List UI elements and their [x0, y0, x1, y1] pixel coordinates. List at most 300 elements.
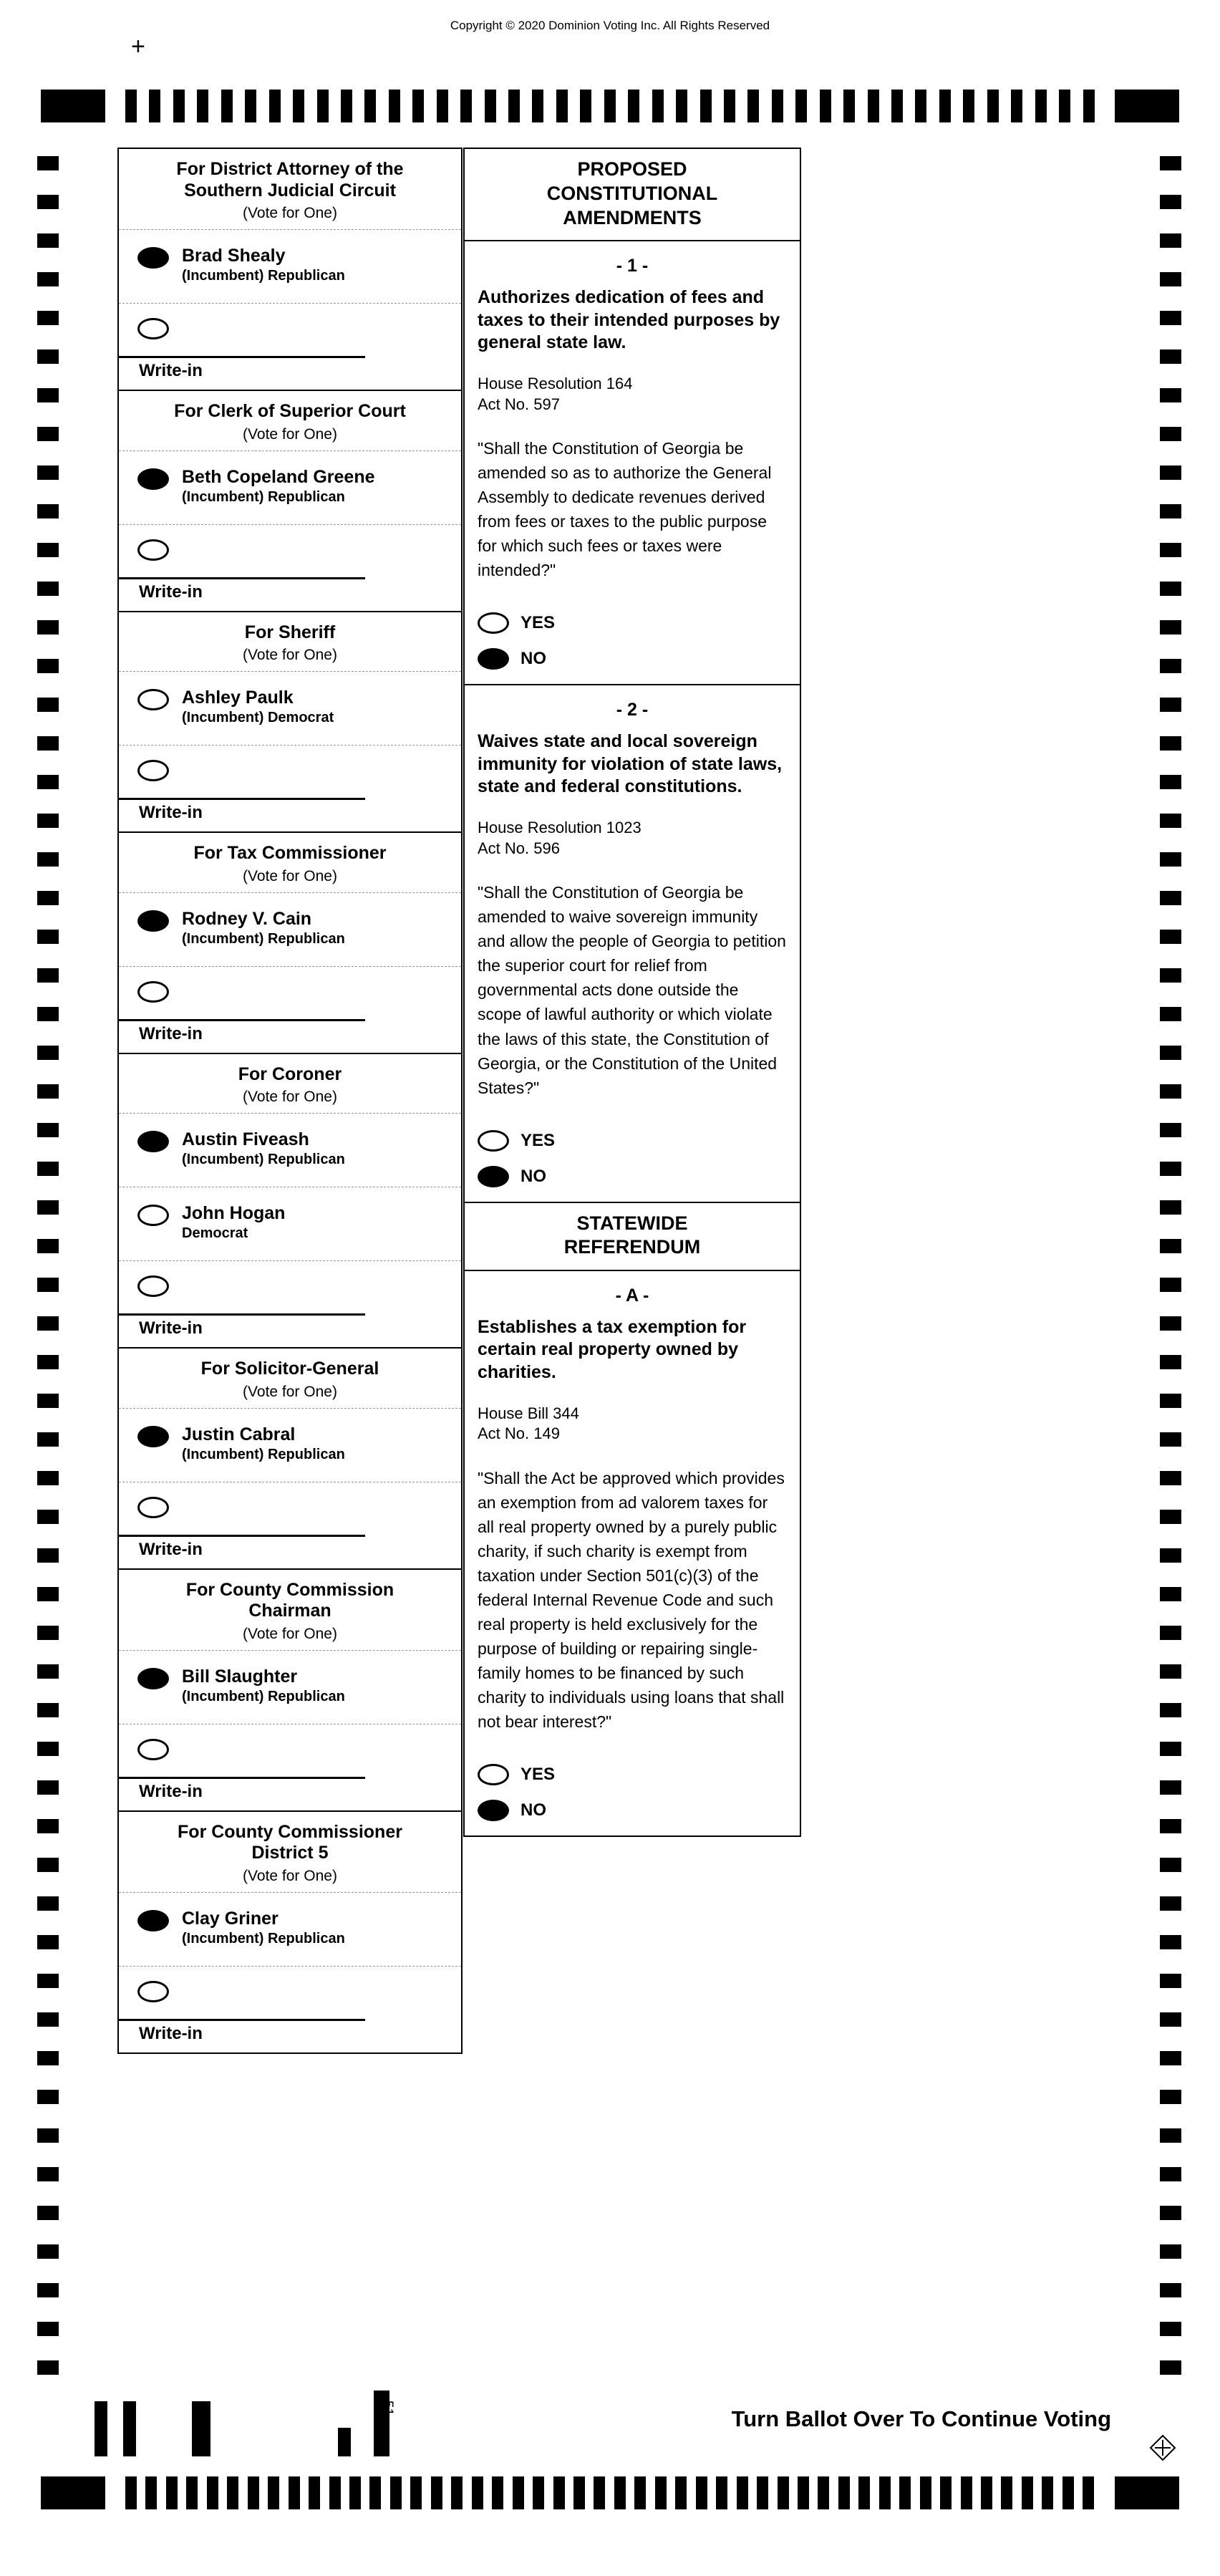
timing-block-top-left [41, 90, 105, 122]
write-in-oval[interactable] [137, 1739, 169, 1760]
timing-mark [37, 465, 59, 480]
timing-mark [37, 1046, 59, 1060]
timing-mark [37, 388, 59, 402]
timing-mark [675, 2476, 687, 2509]
timing-mark [1160, 1896, 1181, 1911]
write-in-oval-row [119, 303, 461, 356]
candidate-name: Clay Griner [182, 1908, 279, 1929]
timing-mark [37, 1239, 59, 1253]
contest-title: For Coroner [238, 1063, 342, 1084]
timing-mark [1160, 698, 1181, 712]
timing-mark [309, 2476, 320, 2509]
contest-title: For County Commission Chairman [185, 1579, 394, 1621]
timing-mark [245, 90, 256, 122]
timing-mark [1001, 2476, 1012, 2509]
candidate-row [119, 1408, 461, 1482]
timing-mark [1160, 1703, 1181, 1717]
contest-title: For County Commissioner District 5 [178, 1821, 402, 1863]
timing-mark [1160, 775, 1181, 789]
timing-mark [390, 2476, 402, 2509]
timing-mark [556, 90, 568, 122]
timing-mark [37, 156, 59, 170]
write-in-label: Write-in [139, 1318, 203, 1338]
write-in-area [119, 356, 461, 390]
measure-summary: Authorizes dedication of fees and taxes to their intended purposes by general state law. [478, 287, 780, 352]
timing-mark [1160, 349, 1181, 364]
timing-mark [289, 2476, 300, 2509]
write-in-oval-row [119, 1260, 461, 1313]
contest-header [119, 149, 461, 229]
stub-number: 51 [380, 2401, 395, 2416]
timing-mark [961, 2476, 972, 2509]
candidate-oval[interactable] [137, 1426, 169, 1447]
candidate-name: Austin Fiveash [182, 1129, 309, 1149]
timing-mark [1160, 582, 1181, 596]
timing-marks-right [1160, 156, 1181, 2375]
timing-mark [1160, 1394, 1181, 1408]
timing-mark [248, 2476, 259, 2509]
timing-mark [485, 90, 496, 122]
timing-mark [37, 814, 59, 828]
contest-header [119, 1812, 461, 1892]
timing-mark [37, 2128, 59, 2143]
timing-mark [329, 2476, 341, 2509]
timing-mark [1160, 1664, 1181, 1679]
timing-mark [724, 90, 735, 122]
timing-mark [37, 1394, 59, 1408]
candidate-text [182, 467, 375, 506]
timing-mark [410, 2476, 422, 2509]
candidate-name: Rodney V. Cain [182, 908, 312, 929]
measure-number: - A - [615, 1285, 649, 1306]
candidate-oval[interactable] [137, 689, 169, 710]
measure-question: "Shall the Constitution of Georgia be amended to waive sovereign immunity and allow the people of Georgia to petition the superior court for relief from governmental acts done outside the scope of lawful authority or which violate the laws of this state, the Constitution of Georgia, or the Constitution of the United States?" [478, 883, 786, 1097]
timing-mark [1160, 2283, 1181, 2297]
vote-for-instruction: (Vote for One) [243, 867, 337, 884]
timing-mark [37, 272, 59, 286]
timing-mark [899, 2476, 911, 2509]
write-in-oval[interactable] [137, 318, 169, 339]
timing-mark [317, 90, 329, 122]
contest-header [119, 1054, 461, 1114]
vote-for-instruction: (Vote for One) [243, 1383, 337, 1400]
timing-mark [1160, 1780, 1181, 1795]
write-in-label: Write-in [139, 1539, 203, 1559]
timing-mark [37, 1278, 59, 1292]
timing-mark [37, 930, 59, 944]
timing-mark [37, 1935, 59, 1949]
timing-mark [1160, 2012, 1181, 2027]
timing-mark [207, 2476, 218, 2509]
contest-title: For District Attorney of the Southern Judicial Circuit [176, 159, 404, 201]
candidate-oval[interactable] [137, 468, 169, 490]
timing-mark [1160, 272, 1181, 286]
timing-mark [37, 852, 59, 867]
write-in-oval-row [119, 1724, 461, 1777]
timing-mark [868, 90, 879, 122]
stub-mark [192, 2401, 210, 2456]
candidate-oval[interactable] [137, 1131, 169, 1152]
candidate-text [182, 688, 334, 726]
timing-mark [1160, 2128, 1181, 2143]
section-header: STATEWIDE REFERENDUM [465, 1203, 800, 1272]
candidate-party: (Incumbent) Republican [182, 1446, 345, 1462]
timing-mark [37, 1432, 59, 1447]
contest-header [119, 612, 461, 672]
timing-mark [166, 2476, 178, 2509]
timing-mark [513, 2476, 524, 2509]
timing-mark [1160, 814, 1181, 828]
timing-mark [37, 582, 59, 596]
timing-mark [1083, 2476, 1094, 2509]
candidate-party: (Incumbent) Democrat [182, 710, 334, 725]
timing-mark [389, 90, 400, 122]
timing-marks-bottom [41, 2476, 1179, 2509]
timing-mark [1022, 2476, 1033, 2509]
timing-mark [37, 698, 59, 712]
write-in-area [119, 1777, 461, 1810]
timing-mark [149, 90, 160, 122]
timing-mark [1160, 1819, 1181, 1833]
measure [465, 685, 800, 1202]
timing-mark [37, 2360, 59, 2375]
timing-mark [37, 1703, 59, 1717]
candidate-name: John Hogan [182, 1203, 286, 1223]
timing-mark [1059, 90, 1070, 122]
timing-mark [915, 90, 926, 122]
option-label: NO [521, 649, 546, 669]
timing-mark [1160, 1935, 1181, 1949]
vote-for-instruction: (Vote for One) [243, 647, 337, 663]
measure-reference: House Resolution 164 Act No. 597 [478, 375, 633, 413]
contest [119, 391, 461, 612]
candidate-oval[interactable] [137, 247, 169, 269]
timing-mark [634, 2476, 646, 2509]
timing-mark [1160, 1123, 1181, 1137]
write-in-oval[interactable] [137, 1275, 169, 1297]
candidate-text [182, 909, 345, 947]
timing-mark [1160, 2244, 1181, 2259]
contest-title: For Tax Commissioner [193, 843, 387, 863]
contest [119, 149, 461, 391]
timing-mark [37, 1587, 59, 1601]
timing-mark [553, 2476, 565, 2509]
candidate-name: Brad Shealy [182, 246, 286, 266]
write-in-oval[interactable] [137, 1981, 169, 2002]
timing-mark [532, 90, 543, 122]
timing-mark [1160, 1858, 1181, 1872]
measure-number: - 2 - [616, 700, 649, 720]
timing-mark [37, 195, 59, 209]
timing-mark [293, 90, 304, 122]
timing-mark [1160, 1239, 1181, 1253]
timing-mark [37, 1896, 59, 1911]
timing-mark [737, 2476, 748, 2509]
timing-mark [1160, 2360, 1181, 2375]
option-label: YES [521, 1130, 556, 1150]
option-oval[interactable] [478, 612, 509, 634]
timing-mark [37, 543, 59, 557]
measure-question: "Shall the Constitution of Georgia be amended so as to authorize the General Assembly to dedicate revenues derived from fees or taxes to the public purpose for which such fees or taxes were intended?" [478, 439, 772, 580]
timing-mark [652, 90, 664, 122]
timing-mark [412, 90, 424, 122]
option-label: NO [521, 1800, 546, 1820]
timing-mark [37, 427, 59, 441]
write-in-area [119, 577, 461, 611]
timing-mark [125, 90, 137, 122]
option-row [478, 1800, 787, 1821]
timing-mark [1160, 620, 1181, 635]
option-oval[interactable] [478, 1130, 509, 1152]
timing-mark [369, 2476, 381, 2509]
ballot-stub-marks [95, 2391, 431, 2456]
candidate-row [119, 1892, 461, 1966]
option-label: YES [521, 613, 556, 633]
stub-mark [338, 2428, 351, 2456]
option-row [478, 1764, 787, 1785]
write-in-area [119, 1535, 461, 1568]
timing-mark [1160, 1084, 1181, 1099]
timing-mark [676, 90, 687, 122]
timing-mark [186, 2476, 198, 2509]
timing-mark [920, 2476, 931, 2509]
timing-mark [1160, 1432, 1181, 1447]
candidate-row [119, 892, 461, 966]
turn-ballot-instruction: Turn Ballot Over To Continue Voting [731, 2406, 1111, 2431]
option-row [478, 1166, 787, 1187]
timing-mark [508, 90, 520, 122]
timing-mark [1160, 852, 1181, 867]
timing-mark [37, 1974, 59, 1988]
measure [465, 241, 800, 685]
contest [119, 1349, 461, 1570]
candidate-oval[interactable] [137, 1205, 169, 1226]
candidate-row [119, 450, 461, 524]
timing-mark [1160, 1278, 1181, 1292]
timing-block-bottom-left [41, 2476, 105, 2509]
timing-mark [37, 1200, 59, 1215]
timing-mark [843, 90, 855, 122]
timing-mark [37, 1084, 59, 1099]
timing-mark [1160, 388, 1181, 402]
timing-mark [820, 90, 831, 122]
timing-mark [37, 1471, 59, 1485]
timing-mark [573, 2476, 585, 2509]
timing-mark [364, 90, 376, 122]
timing-mark [628, 90, 639, 122]
contest [119, 1054, 461, 1349]
timing-mark [838, 2476, 850, 2509]
vote-for-instruction: (Vote for One) [243, 425, 337, 443]
timing-mark [1160, 2322, 1181, 2336]
candidate-party: (Incumbent) Republican [182, 1930, 345, 1947]
measure-summary: Establishes a tax exemption for certain real property owned by charities. [478, 1317, 747, 1382]
timing-mark [939, 90, 951, 122]
timing-mark [1160, 1200, 1181, 1215]
timing-mark [533, 2476, 544, 2509]
registration-crosshair-icon [1147, 2432, 1178, 2464]
timing-mark [1160, 465, 1181, 480]
write-in-area [119, 1019, 461, 1053]
vote-for-instruction: (Vote for One) [243, 1625, 337, 1642]
timing-mark [472, 2476, 483, 2509]
contest-column [117, 148, 463, 2054]
candidate-row [119, 229, 461, 303]
write-in-label: Write-in [139, 803, 203, 822]
timing-mark [795, 90, 807, 122]
timing-mark [37, 2206, 59, 2220]
timing-mark [37, 2244, 59, 2259]
timing-mark [981, 2476, 992, 2509]
timing-mark [37, 2012, 59, 2027]
write-in-area [119, 798, 461, 831]
contest [119, 1812, 461, 2052]
contest-header [119, 1349, 461, 1408]
candidate-text [182, 1666, 345, 1705]
timing-mark [437, 90, 448, 122]
option-oval[interactable] [478, 1764, 509, 1785]
timing-mark [37, 1007, 59, 1021]
timing-mark [716, 2476, 727, 2509]
measure-options [465, 1100, 800, 1187]
timing-mark [1160, 1510, 1181, 1524]
timing-mark [1160, 1162, 1181, 1176]
write-in-oval[interactable] [137, 981, 169, 1003]
timing-mark [37, 1123, 59, 1137]
timing-mark [1160, 233, 1181, 248]
write-in-area [119, 2019, 461, 2052]
timing-mark [37, 504, 59, 518]
timing-mark [341, 90, 352, 122]
candidate-name: Bill Slaughter [182, 1666, 298, 1687]
write-in-label: Write-in [139, 361, 203, 380]
measure-reference: House Resolution 1023 Act No. 596 [478, 819, 642, 857]
candidate-text [182, 1129, 345, 1168]
candidate-text [182, 1909, 345, 1947]
timing-block-bottom-right [1115, 2476, 1179, 2509]
option-oval[interactable] [478, 648, 509, 670]
candidate-oval[interactable] [137, 1668, 169, 1689]
candidate-row [119, 1650, 461, 1724]
measure-summary: Waives state and local sovereign immunity for violation of state laws, state and federal constitutions. [478, 731, 783, 796]
timing-mark [940, 2476, 952, 2509]
timing-mark [37, 1510, 59, 1524]
timing-mark [700, 90, 712, 122]
registration-plus-mark: + [131, 33, 145, 60]
measure-options [465, 1734, 800, 1821]
timing-mark [1160, 968, 1181, 983]
timing-mark [37, 2090, 59, 2104]
candidate-party: (Incumbent) Republican [182, 268, 345, 284]
timing-mark [1160, 195, 1181, 209]
timing-mark [349, 2476, 361, 2509]
option-row [478, 1130, 787, 1152]
timing-block-top-right [1115, 90, 1179, 122]
candidate-row [119, 1187, 461, 1260]
candidate-oval[interactable] [137, 910, 169, 932]
timing-mark [492, 2476, 503, 2509]
timing-mark [891, 90, 903, 122]
timing-mark [580, 90, 591, 122]
candidate-name: Ashley Paulk [182, 688, 294, 708]
measure-options [465, 582, 800, 670]
timing-mark [1160, 2090, 1181, 2104]
option-label: YES [521, 1765, 556, 1785]
timing-mark [963, 90, 974, 122]
timing-mark [37, 1742, 59, 1756]
write-in-oval-row [119, 1482, 461, 1535]
contest-title: For Clerk of Superior Court [174, 401, 406, 421]
write-in-oval-row [119, 745, 461, 798]
contest-header [119, 391, 461, 450]
timing-mark [1160, 1626, 1181, 1640]
write-in-oval[interactable] [137, 760, 169, 781]
measure [465, 1271, 800, 1835]
timing-mark [594, 2476, 605, 2509]
timing-mark [1160, 543, 1181, 557]
candidate-text [182, 246, 345, 284]
measure-reference: House Bill 344 Act No. 149 [478, 1404, 579, 1443]
timing-mark [757, 2476, 768, 2509]
measure-question: "Shall the Act be approved which provides an exemption from ad valorem taxes for all real property owned by a purely public charity, if such charity is exempt from taxation under Section 501(c)(3) of the federal Internal Revenue Code and such real property is held exclusively for the purpose of building or repairing single-family homes to be financed by such charity to individuals using loans that shall not bear interest?" [478, 1469, 785, 1732]
candidate-party: (Incumbent) Republican [182, 930, 345, 947]
measure-number: - 1 - [616, 256, 649, 276]
timing-mark [1160, 659, 1181, 673]
timing-mark [818, 2476, 829, 2509]
measure-column [463, 148, 801, 1837]
write-in-oval[interactable] [137, 539, 169, 561]
timing-mark [1160, 2206, 1181, 2220]
timing-mark [772, 90, 783, 122]
contest [119, 833, 461, 1054]
timing-mark [173, 90, 185, 122]
write-in-label: Write-in [139, 1023, 203, 1043]
contest [119, 1570, 461, 1812]
copyright-notice: Copyright © 2020 Dominion Voting Inc. All Rights Reserved [450, 19, 770, 32]
timing-mark [37, 349, 59, 364]
timing-mark [431, 2476, 442, 2509]
timing-mark [37, 1626, 59, 1640]
contest-title: For Sheriff [244, 622, 336, 642]
timing-mark [37, 736, 59, 751]
option-oval[interactable] [478, 1800, 509, 1821]
candidate-name: Beth Copeland Greene [182, 466, 375, 487]
timing-mark [987, 90, 999, 122]
timing-mark [858, 2476, 870, 2509]
timing-mark [37, 968, 59, 983]
timing-mark [655, 2476, 667, 2509]
timing-mark [460, 90, 472, 122]
timing-mark [1035, 90, 1047, 122]
candidate-party: (Incumbent) Republican [182, 488, 345, 505]
write-in-oval-row [119, 966, 461, 1019]
timing-bars-bottom [125, 2476, 1095, 2509]
timing-mark [1042, 2476, 1053, 2509]
write-in-oval[interactable] [137, 1497, 169, 1518]
write-in-label: Write-in [139, 582, 203, 602]
timing-mark [37, 311, 59, 325]
timing-mark [1160, 427, 1181, 441]
section-header: PROPOSED CONSTITUTIONAL AMENDMENTS [465, 149, 800, 241]
option-oval[interactable] [478, 1166, 509, 1187]
timing-mark [1160, 1742, 1181, 1756]
option-row [478, 612, 787, 634]
vote-for-instruction: (Vote for One) [243, 1867, 337, 1884]
timing-mark [227, 2476, 238, 2509]
timing-mark [37, 1355, 59, 1369]
candidate-row [119, 671, 461, 745]
candidate-oval[interactable] [137, 1910, 169, 1931]
